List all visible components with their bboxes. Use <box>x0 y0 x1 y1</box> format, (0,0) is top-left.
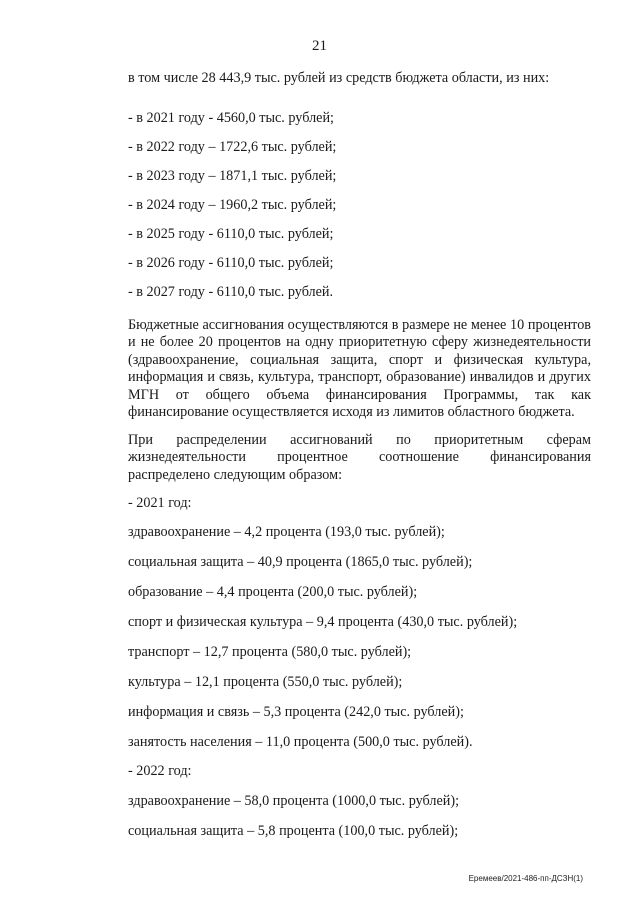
year-heading-2022: - 2022 год: <box>128 763 192 779</box>
paragraph-distribution <box>128 432 591 484</box>
item-2021-employment: занятость населения – 11,0 процента (500,0 тыс. рублей). <box>128 734 473 750</box>
item-2022-social: социальная защита – 5,8 процента (100,0 тыс. рублей); <box>128 823 459 839</box>
item-2021-education: образование – 4,4 процента (200,0 тыс. рублей); <box>128 584 418 600</box>
paragraph-distribution-text: При распределении ассигнований по приоритетным сферам жизнедеятельности процентное соотношение финансирования распределено следующим образом: <box>128 432 591 483</box>
document-reference: Еремеев/2021-486-пп-ДСЗН(1) <box>468 874 583 883</box>
year-line-2023: - в 2023 году – 1871,1 тыс. рублей; <box>128 168 337 184</box>
year-line-2025: - в 2025 году - 6110,0 тыс. рублей; <box>128 226 334 242</box>
year-line-2022: - в 2022 году – 1722,6 тыс. рублей; <box>128 139 337 155</box>
year-line-2024: - в 2024 году – 1960,2 тыс. рублей; <box>128 197 337 213</box>
item-2021-sport: спорт и физическая культура – 9,4 процента (430,0 тыс. рублей); <box>128 614 518 630</box>
item-2021-healthcare: здравоохранение – 4,2 процента (193,0 тыс. рублей); <box>128 524 445 540</box>
year-line-2026: - в 2026 году - 6110,0 тыс. рублей; <box>128 255 334 271</box>
item-2021-culture: культура – 12,1 процента (550,0 тыс. рублей); <box>128 674 403 690</box>
item-2021-social: социальная защита – 40,9 процента (1865,0 тыс. рублей); <box>128 554 473 570</box>
page-number: 21 <box>312 38 327 54</box>
item-2021-transport: транспорт – 12,7 процента (580,0 тыс. рублей); <box>128 644 412 660</box>
year-heading-2021: - 2021 год: <box>128 495 192 511</box>
item-2021-information: информация и связь – 5,3 процента (242,0 тыс. рублей); <box>128 704 464 720</box>
paragraph-allocations <box>128 317 591 421</box>
intro-line: в том числе 28 443,9 тыс. рублей из средств бюджета области, из них: <box>128 70 550 86</box>
paragraph-allocations-text: Бюджетные ассигнования осуществляются в размере не менее 10 процентов и не более 20 процентов на одну приоритетную сферу жизнедеятельности (здравоохранение, социальная защита, спорт и физическая культура, информация и связь, культура, транспорт, образование) инвалидов и других МГН от общего объема финансирования Программы, так как финансирование осуществляется исходя из лимитов областного бюджета. <box>128 317 591 421</box>
year-line-2027: - в 2027 году - 6110,0 тыс. рублей. <box>128 284 334 300</box>
item-2022-healthcare: здравоохранение – 58,0 процента (1000,0 тыс. рублей); <box>128 793 460 809</box>
year-line-2021: - в 2021 году - 4560,0 тыс. рублей; <box>128 110 334 126</box>
